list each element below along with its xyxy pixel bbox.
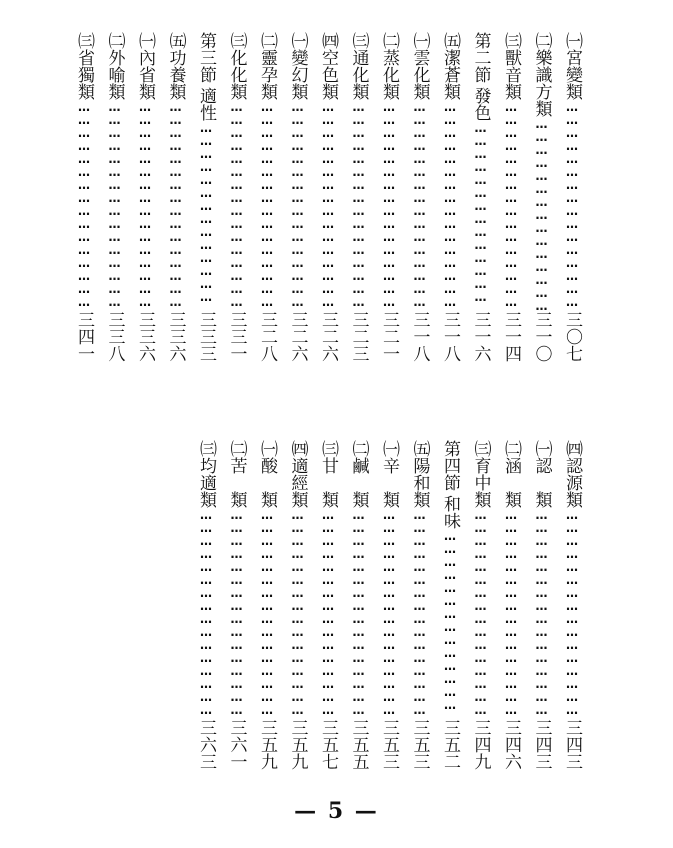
toc-entry xyxy=(99,32,130,362)
leader-dots xyxy=(374,508,405,719)
toc-entry xyxy=(191,440,222,770)
toc-entry xyxy=(496,32,527,362)
toc-entry xyxy=(343,440,374,770)
toc-entry xyxy=(496,440,527,770)
toc-section-heading xyxy=(191,32,222,362)
section-subtitle: 發色 xyxy=(470,87,491,121)
page-ref: 三五三 xyxy=(409,719,430,770)
leader-dots xyxy=(221,508,252,719)
entry-label: ㈡鹹 類 xyxy=(348,440,369,508)
page-ref: 三二六 xyxy=(318,311,338,362)
leader-dots xyxy=(130,100,161,311)
entry-label: ㈠宮變類 xyxy=(562,32,582,100)
leader-dots xyxy=(252,100,283,311)
leader-dots xyxy=(343,508,374,719)
leader-dots xyxy=(282,508,313,719)
toc-section-heading xyxy=(435,440,466,770)
section-title: 第四節 xyxy=(440,440,460,491)
leader-dots xyxy=(313,100,344,311)
leader-dots xyxy=(465,508,496,719)
page-ref: 三二六 xyxy=(287,311,308,362)
leader-dots xyxy=(496,100,527,311)
page-ref: 三五二 xyxy=(440,719,460,770)
entry-label: ㈡靈孕類 xyxy=(257,32,277,100)
toc-entry xyxy=(557,440,588,770)
section-subtitle: 適性 xyxy=(196,87,216,121)
section-subtitle: 和味 xyxy=(440,495,460,529)
leader-dots xyxy=(557,100,588,311)
page-ref: 三六三 xyxy=(196,719,216,770)
entry-label: ㈠變幻類 xyxy=(287,32,308,100)
leader-dots xyxy=(221,100,252,311)
entry-label: ㈡蒸化類 xyxy=(379,32,399,100)
entry-label: ㈢均適類 xyxy=(196,440,216,508)
page-ref: 三五九 xyxy=(287,719,308,770)
page-ref: 三四九 xyxy=(470,719,491,770)
toc-entry xyxy=(557,32,588,362)
page-ref: 三四三 xyxy=(531,719,552,770)
page-ref: 三五三 xyxy=(379,719,399,770)
page-ref: 三三六 xyxy=(165,311,186,362)
toc-entry xyxy=(526,32,557,362)
entry-label: ㈣空色類 xyxy=(318,32,338,100)
leader-dots xyxy=(496,508,527,719)
toc-entry xyxy=(160,32,191,362)
leader-dots xyxy=(282,100,313,311)
toc-section-heading xyxy=(465,32,496,362)
entry-label: ㈢通化類 xyxy=(348,32,369,100)
page-ref: 三六一 xyxy=(226,719,247,770)
page-ref: 三四一 xyxy=(74,311,94,362)
toc-block-top xyxy=(69,32,588,362)
entry-label: ㈡樂識方類 xyxy=(531,32,552,117)
page-ref: 三四六 xyxy=(501,719,521,770)
toc-entry xyxy=(404,440,435,770)
entry-label: ㈠認 類 xyxy=(531,440,552,508)
leader-dots xyxy=(526,508,557,719)
leader-dots xyxy=(435,529,466,719)
page-number: — 5 — xyxy=(294,798,379,824)
page-ref: 三一〇 xyxy=(531,311,552,362)
toc-entry xyxy=(221,32,252,362)
entry-label: ㈡外喻類 xyxy=(104,32,125,100)
page-ref: 三一八 xyxy=(440,311,460,362)
leader-dots xyxy=(191,508,222,719)
entry-label: ㈤陽和類 xyxy=(409,440,430,508)
page-ref: 三二三 xyxy=(348,311,369,362)
entry-label: ㈠酸 類 xyxy=(257,440,277,508)
entry-label: ㈤潔蒼類 xyxy=(440,32,460,100)
toc-entry xyxy=(343,32,374,362)
page-ref: 三五五 xyxy=(348,719,369,770)
toc-entry xyxy=(252,440,283,770)
toc-entry xyxy=(313,440,344,770)
leader-dots xyxy=(404,508,435,719)
toc-entry xyxy=(282,440,313,770)
toc-entry xyxy=(252,32,283,362)
entry-label: ㈢化化類 xyxy=(226,32,247,100)
entry-label: ㈤功養類 xyxy=(165,32,186,100)
entry-label: ㈠雲化類 xyxy=(409,32,430,100)
section-title: 第三節 xyxy=(196,32,216,83)
entry-label: ㈠辛 類 xyxy=(379,440,399,508)
toc-block-bottom xyxy=(191,440,588,770)
entry-label: ㈣認源類 xyxy=(562,440,582,508)
page-ref: 三二一 xyxy=(379,311,399,362)
entry-label: ㈡苦 類 xyxy=(226,440,247,508)
toc-entry xyxy=(435,32,466,362)
page-ref: 三二八 xyxy=(257,311,277,362)
page-ref: 三三三 xyxy=(196,311,216,362)
page-ref: 三三一 xyxy=(226,311,247,362)
toc-entry xyxy=(221,440,252,770)
leader-dots xyxy=(374,100,405,311)
leader-dots xyxy=(465,121,496,311)
toc-entry xyxy=(130,32,161,362)
leader-dots xyxy=(313,508,344,719)
leader-dots xyxy=(404,100,435,311)
toc-entry xyxy=(69,32,100,362)
entry-label: ㈠內省類 xyxy=(135,32,155,100)
page-ref: 三五七 xyxy=(318,719,338,770)
entry-label: ㈢省獨類 xyxy=(74,32,94,100)
page-ref: 三五九 xyxy=(257,719,277,770)
leader-dots xyxy=(557,508,588,719)
page-ref: 三三八 xyxy=(104,311,125,362)
toc-entry xyxy=(465,440,496,770)
toc-entry xyxy=(313,32,344,362)
leader-dots xyxy=(435,100,466,311)
leader-dots xyxy=(343,100,374,311)
entry-label: ㈣適經類 xyxy=(287,440,308,508)
leader-dots xyxy=(191,121,222,311)
entry-label: ㈢甘 類 xyxy=(318,440,338,508)
page-ref: 三四三 xyxy=(562,719,582,770)
entry-label: ㈡涵 類 xyxy=(501,440,521,508)
toc-entry xyxy=(374,440,405,770)
page-ref: 三一八 xyxy=(409,311,430,362)
page-ref: 三一六 xyxy=(470,311,491,362)
toc-entry xyxy=(404,32,435,362)
leader-dots xyxy=(252,508,283,719)
leader-dots xyxy=(99,100,130,311)
page-ref: 三〇七 xyxy=(562,311,582,362)
toc-entry xyxy=(374,32,405,362)
entry-label: ㈢育中類 xyxy=(470,440,491,508)
toc-entry xyxy=(282,32,313,362)
toc-entry xyxy=(526,440,557,770)
entry-label: ㈢獸音類 xyxy=(501,32,521,100)
leader-dots xyxy=(526,117,557,311)
page-ref: 三三六 xyxy=(135,311,155,362)
leader-dots xyxy=(160,100,191,311)
leader-dots xyxy=(69,100,100,311)
section-title: 第二節 xyxy=(470,32,491,83)
page-ref: 三一四 xyxy=(501,311,521,362)
